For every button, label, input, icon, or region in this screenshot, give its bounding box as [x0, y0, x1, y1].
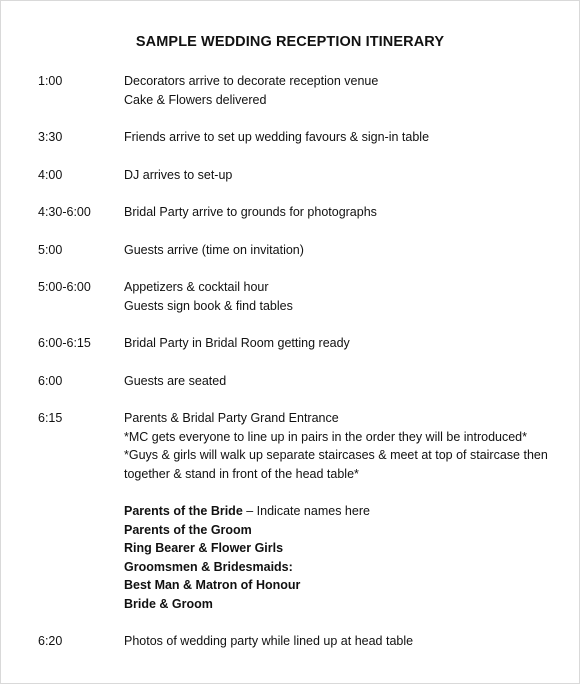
- entry-description: [124, 203, 558, 222]
- entry-line: Cake & Flowers delivered: [124, 92, 267, 107]
- entry-description: [124, 334, 558, 353]
- order-item-role: Parents of the Groom: [124, 522, 252, 537]
- entry-line: Guests arrive (time on invitation): [124, 242, 304, 257]
- entry-description: [124, 241, 558, 260]
- itinerary-entry: [38, 72, 558, 109]
- entry-line: DJ arrives to set-up: [124, 167, 233, 182]
- entry-line: together & stand in front of the head table*: [124, 466, 359, 481]
- itinerary-entry: [38, 241, 558, 260]
- entry-time: 6:15: [38, 411, 63, 425]
- entry-time: 3:30: [38, 130, 63, 144]
- entry-line: *MC gets everyone to line up in pairs in the order they will be introduced*: [124, 429, 527, 444]
- entry-time: 4:00: [38, 167, 63, 182]
- itinerary-entry: [38, 203, 558, 222]
- entry-description: [124, 278, 558, 315]
- order-item-role: Bride & Groom: [124, 596, 213, 611]
- entry-time: 6:00-6:15: [38, 336, 91, 350]
- order-item: [124, 576, 558, 595]
- entry-time: 6:00: [38, 373, 63, 388]
- itinerary-entry: [38, 372, 558, 391]
- entry-description: [124, 409, 558, 613]
- order-item-role: Groomsmen & Bridesmaids:: [124, 559, 293, 574]
- entry-time: 1:00: [38, 74, 63, 88]
- order-item-role: Ring Bearer & Flower Girls: [124, 541, 284, 555]
- entry-line: Bridal Party in Bridal Room getting ready: [124, 336, 350, 350]
- order-item-role: Best Man & Matron of Honour: [124, 578, 301, 592]
- entry-time: 5:00-6:00: [38, 280, 91, 294]
- page-title: SAMPLE WEDDING RECEPTION ITINERARY: [135, 34, 445, 50]
- entry-description: [124, 372, 558, 391]
- entry-description: [124, 632, 558, 651]
- entry-description: [124, 128, 558, 147]
- entry-time: 6:20: [38, 634, 63, 648]
- entry-line: Parents & Bridal Party Grand Entrance: [124, 411, 339, 425]
- itinerary-entry: [38, 334, 558, 353]
- itinerary-entry: [38, 166, 558, 185]
- entry-line: Appetizers & cocktail hour: [124, 280, 269, 294]
- entry-line: Photos of wedding party while lined up at head table: [124, 634, 414, 648]
- order-item: [124, 558, 558, 577]
- entry-line: Guests are seated: [124, 373, 227, 388]
- entry-description: [124, 72, 558, 109]
- itinerary-entry: [38, 409, 558, 613]
- order-item: [124, 539, 558, 558]
- entry-time: 4:30-6:00: [38, 205, 91, 219]
- order-item-note: – Indicate names here: [242, 504, 370, 518]
- entry-line: Decorators arrive to decorate reception venue: [124, 74, 379, 88]
- entry-time: 5:00: [38, 242, 63, 257]
- itinerary-list: [38, 72, 558, 651]
- order-item: [124, 595, 558, 614]
- itinerary-entry: [38, 632, 558, 651]
- order-item: [124, 521, 558, 540]
- entry-description: [124, 166, 558, 185]
- entry-line: Friends arrive to set up wedding favours & sign-in table: [124, 130, 430, 144]
- order-item: [124, 502, 558, 521]
- entry-line: Bridal Party arrive to grounds for photographs: [124, 205, 377, 219]
- entry-line: Guests sign book & find tables: [124, 298, 293, 313]
- entry-line: *Guys & girls will walk up separate staircases & meet at top of staircase then: [124, 448, 548, 462]
- order-item-role: Parents of the Bride: [124, 504, 243, 518]
- itinerary-entry: [38, 128, 558, 147]
- itinerary-entry: [38, 278, 558, 315]
